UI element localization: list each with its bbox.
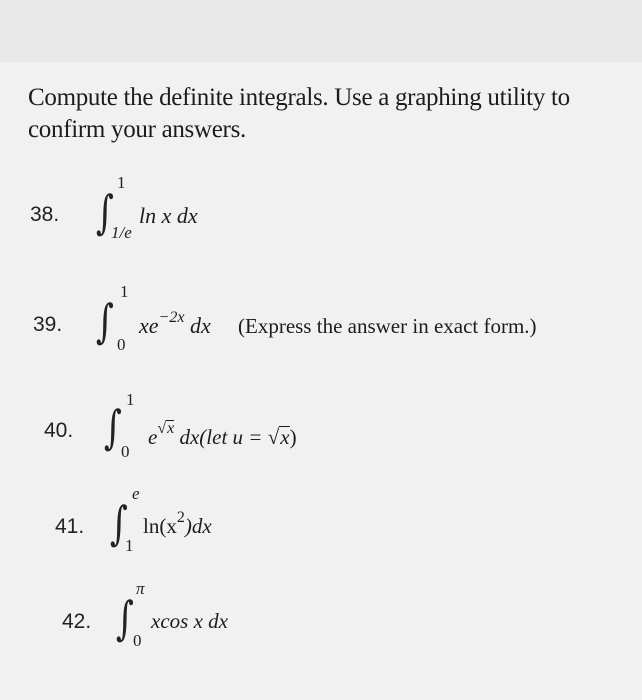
- exponent-radicand: x: [167, 420, 175, 437]
- upper-limit: e: [132, 484, 140, 503]
- problem-number: 40.: [44, 419, 74, 442]
- lower-limit: 0: [121, 442, 130, 461]
- problem-number: 41.: [55, 515, 85, 538]
- problem-42: [0, 579, 642, 665]
- instructions-text: Compute the definite integrals. Use a graphing utility to confirm your answers.: [28, 84, 570, 143]
- upper-limit: 1: [120, 282, 129, 301]
- upper-limit: π: [136, 579, 145, 598]
- answer-format-note: (Express the answer in exact form.): [238, 314, 537, 338]
- lower-limit: 1/e: [111, 223, 132, 242]
- integral-sign-icon: ∫: [96, 294, 114, 348]
- upper-limit: 1: [117, 173, 126, 192]
- exponent: 2: [176, 509, 185, 526]
- exponent: −2x: [158, 309, 185, 326]
- integral-sign-icon: ∫: [116, 591, 134, 645]
- upper-limit: 1: [126, 390, 135, 409]
- problem-number: 38.: [30, 203, 60, 226]
- problem-number: 42.: [62, 610, 92, 633]
- integral-sign-icon: ∫: [96, 185, 114, 239]
- integrand: $e^{√x}$ dx(let u = √x): [148, 420, 297, 449]
- integral-sign-icon: ∫: [110, 496, 128, 550]
- radicand: x: [280, 425, 290, 449]
- integrand: xcos x dx: [151, 609, 228, 633]
- integrand: $xe^{-2x}$ dx: [139, 309, 211, 338]
- integrand: ln x dx: [139, 203, 198, 228]
- top-strip: [0, 0, 642, 62]
- lower-limit: 0: [117, 335, 126, 354]
- problem-number: 39.: [33, 313, 63, 336]
- lower-limit: 1: [125, 536, 134, 555]
- integral-sign-icon: ∫: [104, 400, 122, 454]
- problem-41: [0, 484, 642, 570]
- lower-limit: 0: [133, 631, 142, 650]
- problem-39: [0, 282, 642, 368]
- problem-40: [0, 390, 642, 478]
- integrand: $\ln(x^2)dx$: [143, 509, 212, 538]
- problem-38: [0, 175, 642, 255]
